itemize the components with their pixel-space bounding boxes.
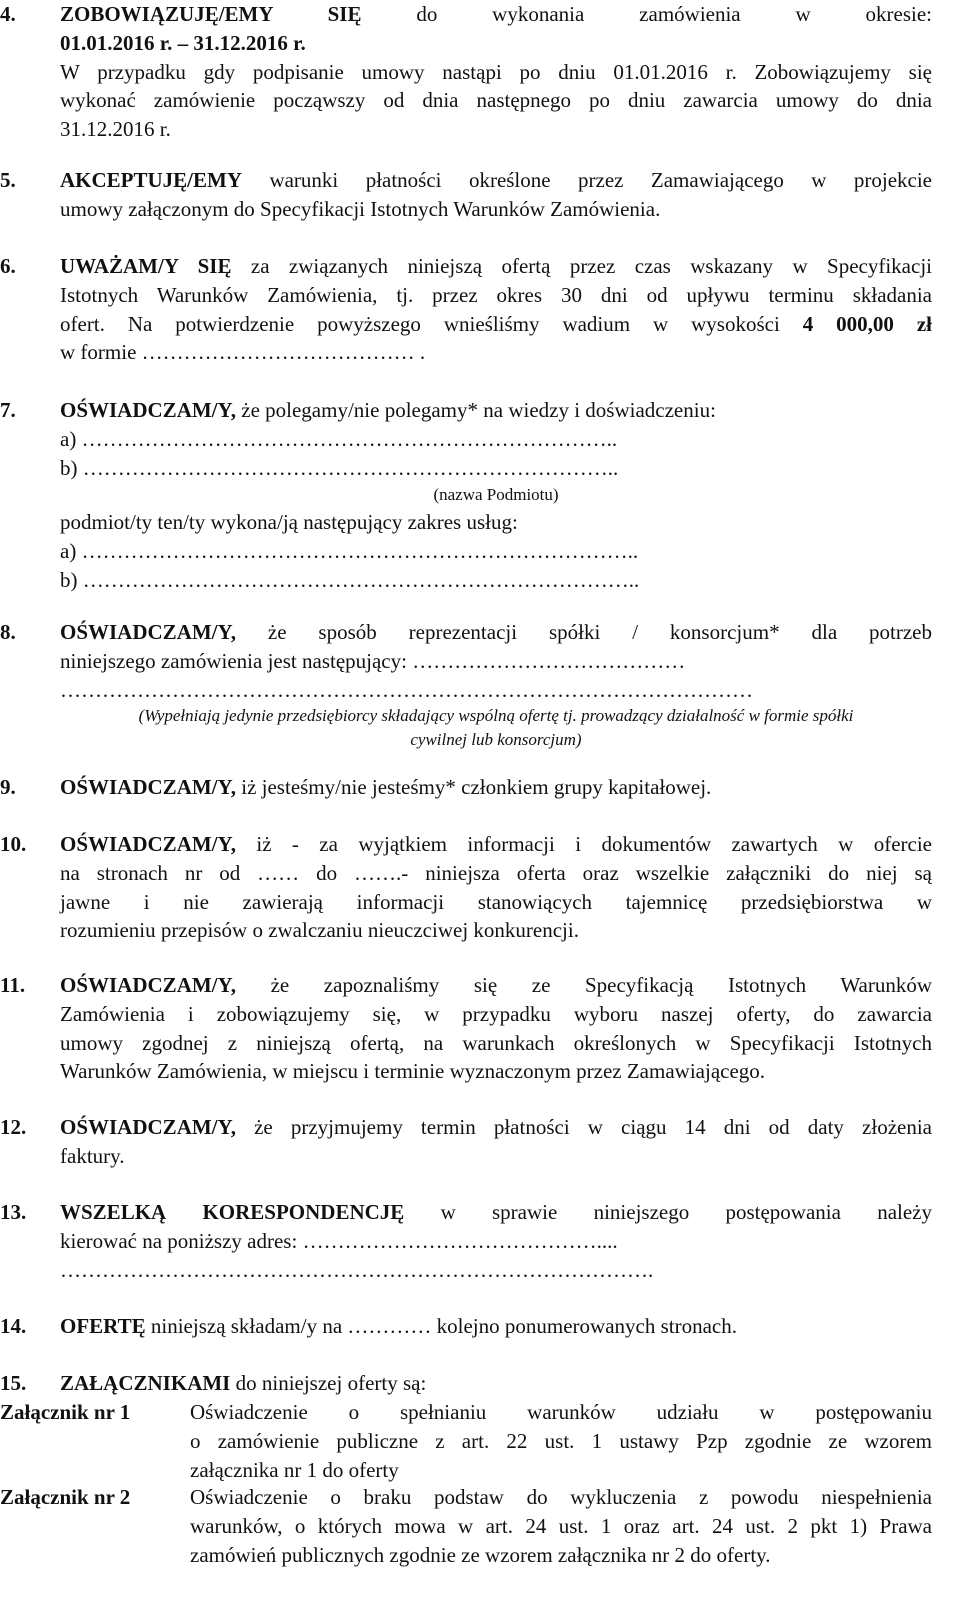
section-lead: ZOBOWIĄZUJĘ/EMY SIĘ (60, 2, 362, 26)
section-9 (0, 773, 960, 802)
section-text: w sprawie niniejszego postępowania należy (404, 1200, 932, 1224)
section-line (60, 252, 932, 281)
section-line: Zamówienia i zobowiązujemy się, w przypadku wyboru naszej oferty, do zawarcia (60, 1001, 932, 1026)
section-lead: OFERTĘ (60, 1314, 146, 1338)
section-lead: OŚWIADCZAM/Y, (60, 973, 236, 997)
fill-line-a: a) …………………………………………………………………….. (60, 539, 639, 564)
section-line (60, 1369, 932, 1398)
section-text: iż jesteśmy/nie jesteśmy* członkiem grupy kapitałowej. (236, 775, 712, 799)
section-number: 8. (0, 620, 16, 644)
section-line (60, 971, 932, 1000)
section-text: że zapoznaliśmy się ze Specyfikacją Istotnych Warunków (236, 973, 932, 997)
section-line: umowy załączonym do Specyfikacji Istotnych Warunków Zamówienia. (60, 196, 661, 221)
section-line (60, 310, 932, 339)
section-text: niniejszą składam/y na ………… kolejno ponumerowanych stronach. (145, 1314, 737, 1338)
attachment-line: warunków, o których mowa w art. 24 ust. 1 oraz art. 24 ust. 2 pkt 1) Prawa (190, 1513, 932, 1538)
section-text: ofert. Na potwierdzenie powyższego wnieśliśmy wadium w wysokości (60, 311, 803, 336)
fill-line: ……………………………………………………………………………………… (60, 677, 753, 702)
section-8 (0, 618, 960, 752)
section-10 (0, 830, 960, 945)
section-text: warunki płatności określone przez Zamawiającego w projekcie (242, 168, 932, 192)
section-number: 7. (0, 398, 16, 422)
date-range: 01.01.2016 r. – 31.12.2016 r. (60, 30, 306, 55)
section-line (60, 618, 932, 647)
section-line (60, 1198, 932, 1227)
section-number: 10. (0, 832, 27, 856)
section-line: umowy zgodnej z niniejszą ofertą, na warunkach określonych w Specyfikacji Istotnych (60, 1030, 932, 1055)
section-line: W przypadku gdy podpisanie umowy nastąpi po dniu 01.01.2016 r. Zobowiązujemy się (60, 59, 932, 84)
fill-line-a: a) ………………………………………………………………….. (60, 426, 618, 451)
section-lead: UWAŻAM/Y SIĘ (60, 254, 232, 278)
attachment-1 (0, 1398, 960, 1484)
section-text: że przyjmujemy termin płatności w ciągu 14 dni od daty złożenia (236, 1115, 932, 1139)
section-lead: OŚWIADCZAM/Y, (60, 398, 236, 422)
section-text: iż - za wyjątkiem informacji i dokumentów zawartych w ofercie (236, 832, 932, 856)
fill-line: …………………………………………………………………………. (60, 1257, 654, 1282)
section-4 (0, 0, 960, 144)
section-11 (0, 971, 960, 1086)
attachment-label: Załącznik nr 1 (0, 1400, 131, 1424)
attachment-2 (0, 1483, 960, 1569)
section-text: do niniejszej oferty są: (230, 1371, 427, 1395)
section-line (60, 396, 932, 425)
note-line: cywilnej lub konsorcjum) (410, 730, 582, 750)
section-line: wykonać zamówienie począwszy od dnia następnego po dniu zawarcia umowy do dnia (60, 88, 932, 113)
section-lead: OŚWIADCZAM/Y, (60, 620, 236, 644)
form-line: w formie ………………………………… . (60, 340, 426, 365)
section-line: 31.12.2016 r. (60, 117, 171, 142)
address-line: kierować na poniższy adres: …………………………………….... (60, 1228, 618, 1253)
section-13 (0, 1198, 960, 1284)
note-line: (Wypełniają jedynie przedsiębiorcy składający wspólną ofertę tj. prowadzący działalność w formie spółki (138, 706, 854, 726)
section-7 (0, 396, 960, 595)
section-15 (0, 1369, 960, 1398)
attachment-line: o zamówienie publiczne z art. 22 ust. 1 ustawy Pzp zgodnie ze wzorem (190, 1428, 932, 1453)
section-number: 14. (0, 1314, 27, 1338)
section-number: 15. (0, 1371, 27, 1395)
section-lead: OŚWIADCZAM/Y, (60, 775, 236, 799)
section-number: 9. (0, 775, 16, 799)
section-text: do wykonania zamówienia w okresie: (361, 2, 932, 26)
attachment-line: Oświadczenie o braku podstaw do wykluczenia z powodu niespełnienia (190, 1485, 932, 1509)
entity-caption: (nazwa Podmiotu) (433, 485, 559, 505)
section-line: podmiot/ty ten/ty wykona/ją następujący zakres usług: (60, 510, 518, 535)
section-line: Istotnych Warunków Zamówienia, tj. przez okres 30 dni od upływu terminu składania (60, 282, 932, 307)
section-number: 12. (0, 1115, 27, 1139)
section-line: na stronach nr od …… do …….- niniejsza oferta oraz wszelkie załączniki do niej są (60, 860, 932, 885)
section-lead: AKCEPTUJĘ/EMY (60, 168, 243, 192)
section-line (60, 166, 932, 195)
section-line (60, 0, 932, 29)
section-text: że sposób reprezentacji spółki / konsorcjum* dla potrzeb (236, 620, 932, 644)
attachment-line: zamówień publicznych zgodnie ze wzorem załącznika nr 2 do oferty. (190, 1542, 771, 1567)
section-6 (0, 252, 960, 367)
section-line: Warunków Zamówienia, w miejscu i terminie wyznaczonym przez Zamawiającego. (60, 1059, 766, 1084)
section-line: rozumieniu przepisów o zwalczaniu nieuczciwej konkurencji. (60, 918, 579, 943)
section-line (60, 830, 932, 859)
section-number: 6. (0, 254, 16, 278)
section-number: 4. (0, 2, 16, 26)
attachment-label: Załącznik nr 2 (0, 1485, 131, 1509)
section-number: 11. (0, 973, 26, 997)
section-text: że polegamy/nie polegamy* na wiedzy i doświadczeniu: (236, 398, 716, 422)
section-line: faktury. (60, 1143, 125, 1168)
deposit-amount: 4 000,00 zł (802, 311, 933, 336)
section-line (60, 1312, 932, 1341)
section-number: 5. (0, 168, 16, 192)
section-line (60, 773, 932, 802)
fill-line-b: b) …………………………………………………………………….. (60, 567, 640, 592)
section-text: za związanych niniejszą ofertą przez czas wskazany w Specyfikacji (231, 254, 932, 278)
section-12 (0, 1113, 960, 1171)
attachment-line: Oświadczenie o spełnianiu warunków udziału w postępowaniu (190, 1400, 932, 1424)
section-lead: OŚWIADCZAM/Y, (60, 832, 236, 856)
fill-line-b: b) ………………………………………………………………….. (60, 455, 619, 480)
attachment-line: załącznika nr 1 do oferty (190, 1457, 399, 1482)
section-number: 13. (0, 1200, 27, 1224)
section-lead: OŚWIADCZAM/Y, (60, 1115, 236, 1139)
section-line (60, 1113, 932, 1142)
section-lead: WSZELKĄ KORESPONDENCJĘ (60, 1200, 405, 1224)
section-5 (0, 166, 960, 224)
section-line: jawne i nie zawierają informacji stanowiących tajemnicę przedsiębiorstwa w (60, 889, 932, 914)
section-lead: ZAŁĄCZNIKAMI (60, 1371, 231, 1395)
section-line: niniejszego zamówienia jest następujący: ………………………………… (60, 648, 686, 673)
section-14 (0, 1312, 960, 1341)
